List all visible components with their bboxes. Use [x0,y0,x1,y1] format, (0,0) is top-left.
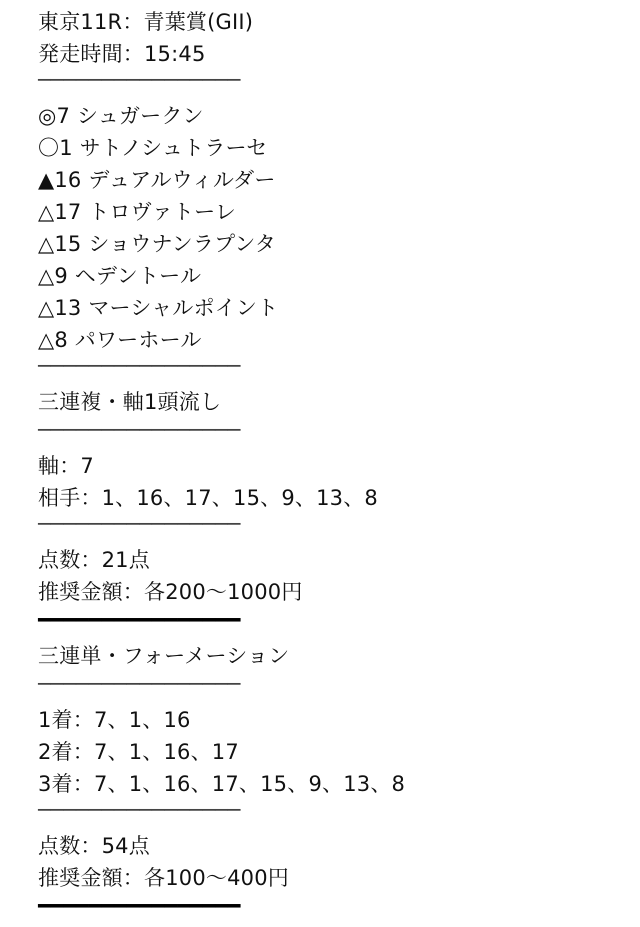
divider: ──────────────── [38,672,241,696]
pick-renka: △15 ショウナンラプンタ [38,232,276,256]
pick-taikou: 〇1 サトノシュトラーセ [38,136,268,160]
trifecta-second: 2着：7、1、16、17 [38,740,239,764]
race-title: 東京11R：青葉賞(GII) [38,10,254,34]
trio-partners: 相手：1、16、17、15、9、13、8 [38,486,378,510]
pick-renka: △17 トロヴァトーレ [38,200,237,224]
pick-renka: △8 パワーホール [38,328,202,352]
pick-tanana: ▲16 デュアルウィルダー [38,168,276,192]
trifecta-third: 3着：7、1、16、17、15、9、13、8 [38,772,406,796]
divider: ──────────────── [38,798,241,822]
trifecta-amount: 推奨金額：各100～400円 [38,866,289,890]
trio-amount: 推奨金額：各200～1000円 [38,580,303,604]
section-divider: ━━━━━━━━━━━━━━━━ [38,608,241,632]
trio-heading: 三連複・軸1頭流し [38,390,222,414]
pick-renka: △13 マーシャルポイント [38,296,279,320]
pick-renka: △9 ヘデントール [38,264,202,288]
trifecta-heading: 三連単・フォーメーション [38,644,290,668]
trifecta-points: 点数：54点 [38,834,150,858]
trio-axis: 軸：7 [38,454,94,478]
divider: ──────────────── [38,418,241,442]
trio-points: 点数：21点 [38,548,150,572]
divider: ──────────────── [38,354,241,378]
trifecta-first: 1着：7、1、16 [38,708,191,732]
divider: ──────────────── [38,68,241,92]
divider: ──────────────── [38,512,241,536]
section-divider: ━━━━━━━━━━━━━━━━ [38,894,241,918]
start-time: 発走時間：15:45 [38,42,206,66]
pick-honmei: ◎7 シュガークン [38,104,204,128]
